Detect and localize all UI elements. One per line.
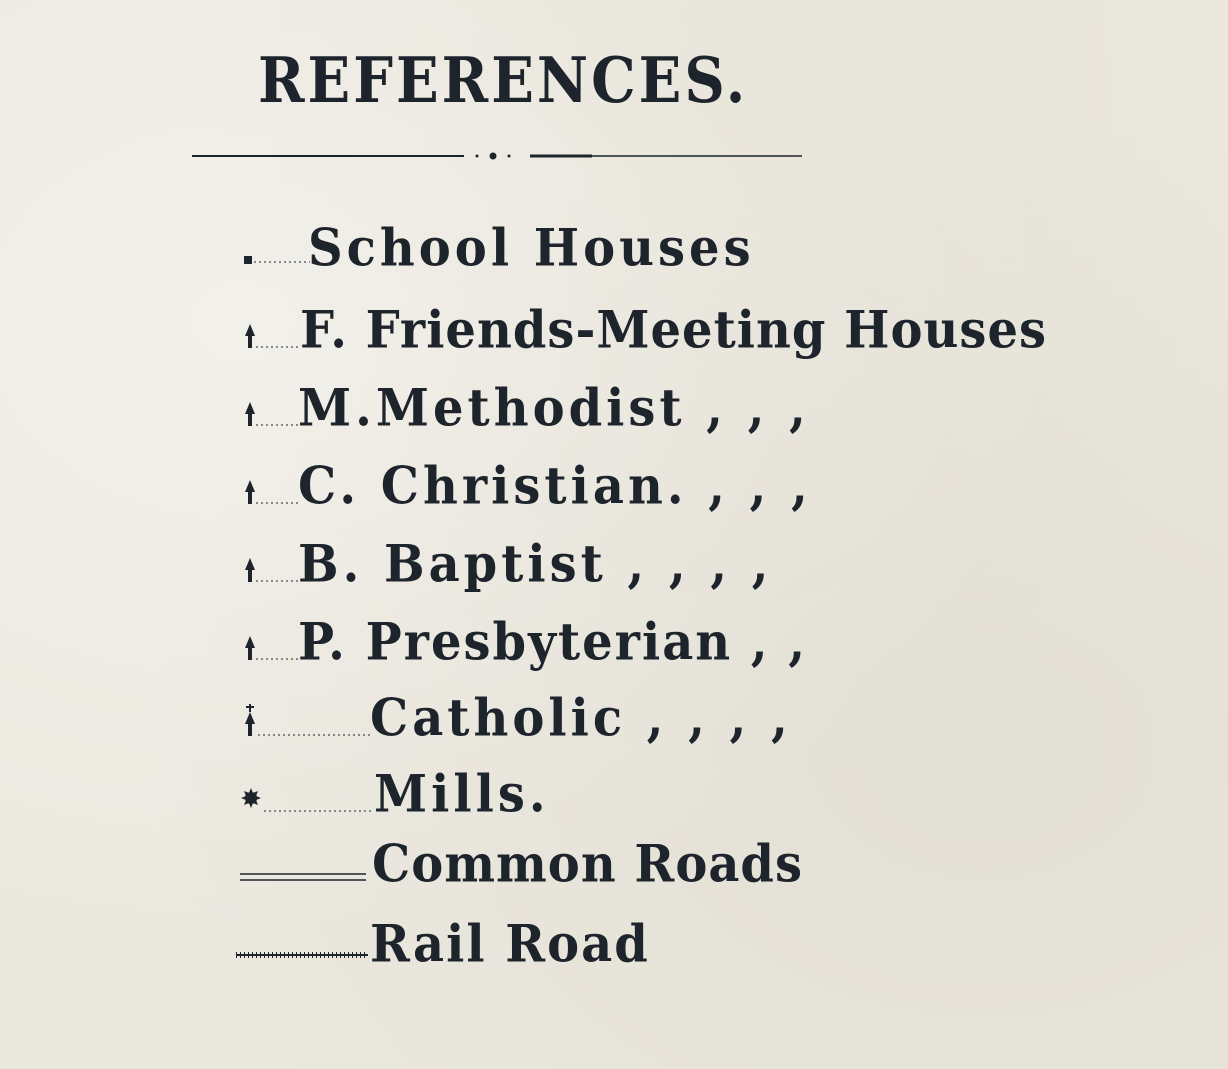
legend-label: M.Methodist , , , [298,377,810,439]
mill-star-icon [236,764,376,824]
legend-entry-presbyterian [236,612,856,672]
legend-entry-baptist [236,534,856,594]
railroad-line-icon [236,914,376,974]
legend-label: P. Presbyterian , , [298,611,808,673]
legend-entry-methodist [236,378,856,438]
title-divider-ornament [192,148,802,164]
legend-title: REFERENCES. [258,44,749,118]
legend-entry-rail-road [236,914,696,974]
legend-label: C. Christian. , , , [298,455,812,517]
legend-label: B. Baptist , , , , [298,533,773,595]
legend-entry-mills [236,764,636,824]
legend-label: Catholic , , , , [370,687,792,749]
legend-entry-friends-meeting-houses [236,300,1116,360]
school-square-icon [236,218,316,278]
legend-entry-school-houses [236,218,836,278]
legend-entry-christian [236,456,856,516]
legend-entry-catholic [236,688,856,748]
legend-label: Common Roads [372,833,804,895]
legend-entry-common-roads [236,833,804,895]
double-line-road-icon [236,834,376,894]
legend-label: Rail Road [370,913,650,975]
legend-label: Mills. [374,763,550,825]
cross-steeple-icon [236,688,376,748]
legend-label: School Houses [308,217,755,279]
legend-label: F. Friends-Meeting Houses [300,299,1048,361]
